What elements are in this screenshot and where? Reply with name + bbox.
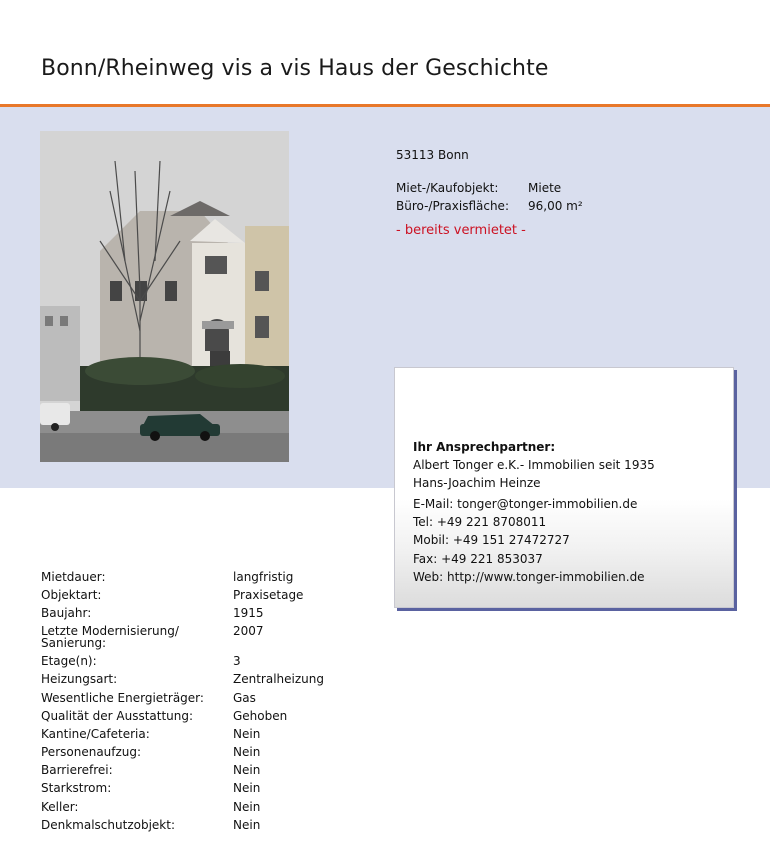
detail-label: Barrierefrei: <box>41 763 113 777</box>
detail-label: Personenaufzug: <box>41 745 142 759</box>
contact-box <box>394 367 734 608</box>
detail-label: Heizungsart: <box>41 672 118 686</box>
summary-label: Miet-/Kaufobjekt: <box>396 181 499 195</box>
contact-heading: Ihr Ansprechpartner: <box>413 440 556 454</box>
page-title: Bonn/Rheinweg vis a vis Haus der Geschichte <box>41 56 549 81</box>
contact-web[interactable]: Web: http://www.tonger-immobilien.de <box>413 570 645 584</box>
detail-label: Starkstrom: <box>41 781 112 795</box>
detail-value: Gas <box>233 691 256 705</box>
detail-label: Letzte Modernisierung/ <box>41 624 179 638</box>
summary-value: Miete <box>528 181 562 195</box>
detail-label: Qualität der Ausstattung: <box>41 709 194 723</box>
contact-fax: Fax: +49 221 853037 <box>413 552 543 566</box>
detail-label: Mietdauer: <box>41 570 106 584</box>
detail-value: Nein <box>233 727 261 741</box>
detail-value: Nein <box>233 800 261 814</box>
detail-value: Praxisetage <box>233 588 304 602</box>
detail-value: Nein <box>233 818 261 832</box>
detail-value: langfristig <box>233 570 294 584</box>
property-address: 53113 Bonn <box>396 148 469 162</box>
summary-row-type <box>396 181 561 195</box>
detail-label: Kantine/Cafeteria: <box>41 727 150 741</box>
property-photo <box>40 131 289 462</box>
detail-label: Objektart: <box>41 588 102 602</box>
contact-mobile: Mobil: +49 151 27472727 <box>413 533 570 547</box>
detail-value: Gehoben <box>233 709 288 723</box>
summary-row-area <box>396 199 583 213</box>
contact-company: Albert Tonger e.K.- Immobilien seit 1935 <box>413 458 655 472</box>
detail-label: Wesentliche Energieträger: <box>41 691 204 705</box>
detail-value: 3 <box>233 654 241 668</box>
detail-value: Nein <box>233 763 261 777</box>
detail-value: 1915 <box>233 606 264 620</box>
detail-value: Nein <box>233 781 261 795</box>
detail-value: Nein <box>233 745 261 759</box>
detail-label-continued: Sanierung: <box>41 636 107 650</box>
detail-label: Keller: <box>41 800 79 814</box>
rental-status: - bereits vermietet - <box>396 223 526 238</box>
contact-email[interactable]: E-Mail: tonger@tonger-immobilien.de <box>413 497 638 511</box>
summary-value: 96,00 m² <box>528 199 583 213</box>
detail-value: 2007 <box>233 624 264 638</box>
detail-label-multiline <box>41 625 179 649</box>
detail-label: Denkmalschutzobjekt: <box>41 818 175 832</box>
detail-label: Baujahr: <box>41 606 92 620</box>
summary-label: Büro-/Praxisfläche: <box>396 199 509 213</box>
contact-person: Hans-Joachim Heinze <box>413 476 541 490</box>
contact-phone: Tel: +49 221 8708011 <box>413 515 547 529</box>
detail-label: Etage(n): <box>41 654 97 668</box>
detail-value: Zentralheizung <box>233 672 324 686</box>
